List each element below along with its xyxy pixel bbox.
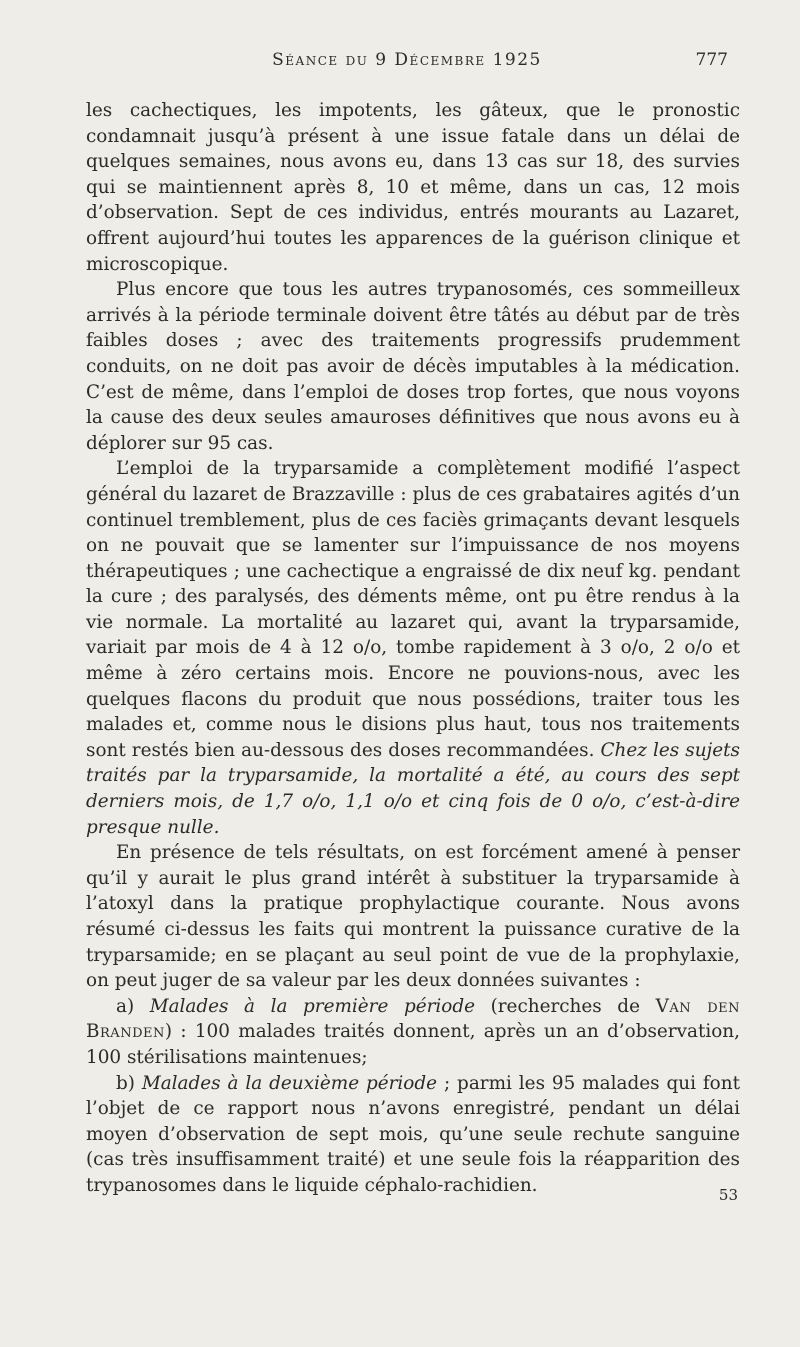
list-title-b: Malades à la deuxième période (141, 1072, 438, 1094)
page-number: 777 (695, 50, 728, 70)
paragraph-3-italic: Chez les sujets traités par la tryparsamide, la mortalité a été, au cours des sept derniers mois, de 1,7 o/o, 1,1 o/o et cinq fois de 0 o/o, c’est-à-dire presque nulle. (86, 739, 740, 838)
running-title: Séance du 9 Décembre 1925 (272, 50, 542, 70)
page-header (86, 50, 728, 84)
list-item-b (86, 1071, 740, 1199)
list-marker-b: b) (116, 1072, 135, 1094)
paragraph-2: Plus encore que tous les autres trypanosomés, ces sommeilleux arrivés à la période terminale doivent être tâtés au début par de très faibles doses ; avec des traitements progressifs prudemment conduits, on ne doit pas avoir de décès imputables à la médication. C’est de même, dans l’emploi de doses trop fortes, que nous voyons la cause des deux seules amauroses définitives que nous avons eu à déplorer sur 95 cas. (86, 279, 740, 454)
paragraph-3-text: L’emploi de la tryparsamide a complètement modifié l’aspect général du lazaret de Brazzaville : plus de ces grabataires agités d’un continuel tremblement, plus de ces faciès grimaçants devant lesquels on ne pouvait que se lamenter sur l’impuissance de nos moyens thérapeutiques ; une cachectique a engraissé de dix neuf kg. pendant la cure ; des paralysés, des déments même, ont pu être rendus à la vie normale. La mortalité au lazaret qui, avant la tryparsamide, variait par mois de 4 à 12 o/o, tombe rapidement à 3 o/o, 2 o/o et même à zéro certains mois. Encore ne pouvions-nous, avec les quelques flacons du produit que nous possédions, traiter tous les malades et, comme nous le disions plus haut, tous nos traitements sont restés bien au-dessous des doses recommandées. (86, 458, 740, 761)
signature-mark: 53 (718, 1186, 738, 1204)
list-text-a: ) : 100 malades traités donnent, après un an d’observation, 100 stérilisations maintenues; (86, 1021, 740, 1068)
list-text-b: ; parmi les 95 malades qui font l’objet de ce rapport nous n’avons enregistré, pendant un délai moyen d’observation de sept mois, qu’une seule rechute sanguine (cas très insuffisamment traité) et une seule fois la réapparition des trypanosomes dans le liquide céphalo-rachidien. (86, 1072, 740, 1196)
paragraph-4: En présence de tels résultats, on est forcément amené à penser qu’il y aurait le plus grand intérêt à substituer la tryparsamide à l’atoxyl dans la pratique prophylactique courante. Nous avons résumé ci-dessus les faits qui montrent la puissance curative de la tryparsamide; en se plaçant au seul point de vue de la prophylaxie, on peut juger de sa valeur par les deux données suivantes : (86, 842, 740, 992)
author-name: Van den Branden (86, 995, 740, 1043)
list-open-a: (recherches de (490, 995, 640, 1017)
list-marker-a: a) (116, 995, 135, 1017)
paragraph-3 (86, 456, 740, 840)
list-item-a (86, 994, 740, 1071)
body-text (86, 98, 740, 1199)
paragraph-1: les cachectiques, les impotents, les gâteux, que le pronostic condamnait jusqu’à présent à une issue fatale dans un délai de quelques semaines, nous avons eu, dans 13 cas sur 18, des survies qui se maintiennent après 8, 10 et même, dans un cas, 12 mois d’observation. Sept de ces individus, entrés mourants au Lazaret, offrent aujourd’hui toutes les apparences de la guérison clinique et microscopique. (86, 100, 740, 275)
list-title-a: Malades à la première période (149, 995, 475, 1017)
